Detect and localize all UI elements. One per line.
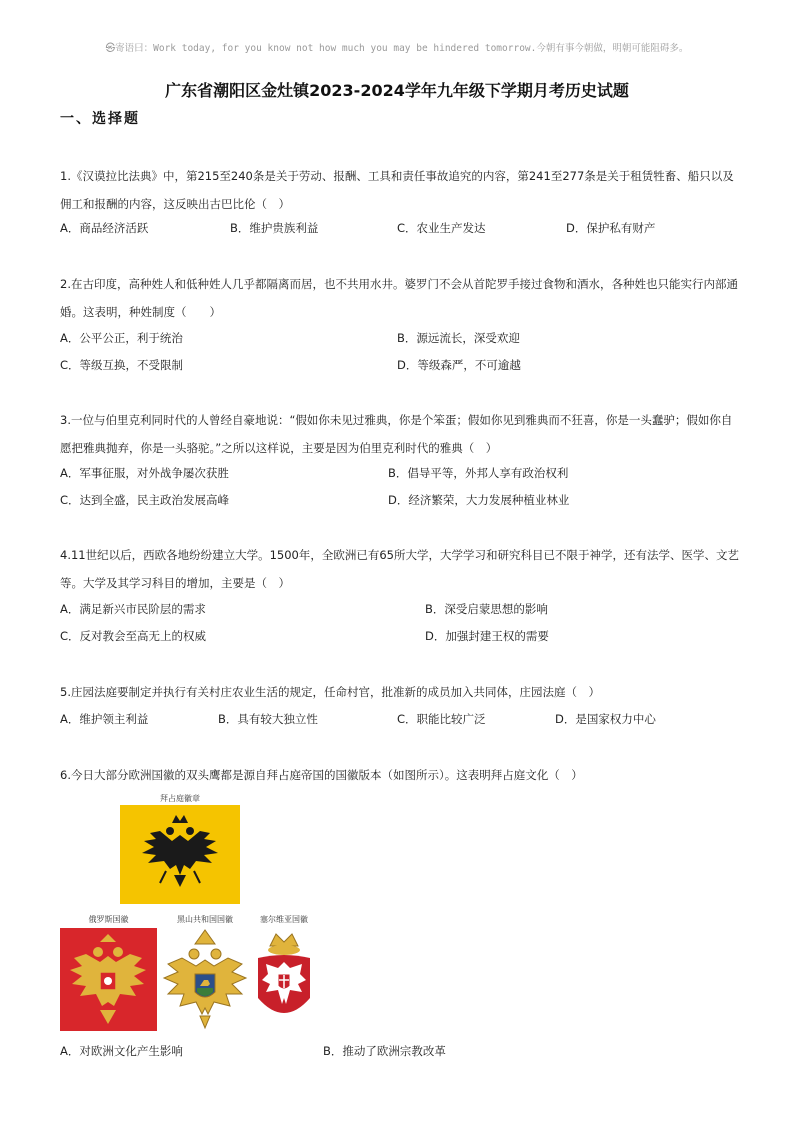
q3-option-a[interactable]: A．军事征服，对外战争屡次获胜 bbox=[60, 466, 229, 480]
montenegro-coat-of-arms bbox=[162, 928, 248, 1031]
question-1: 1.《汉谟拉比法典》中，第215至240条是关于劳动、报酬、工具和责任事故追究的内容，第241至277条是关于租赁牲畜、船只以及佣工和报酬的内容，这反映出古巴比伦（ ） bbox=[60, 169, 734, 211]
q4-option-c[interactable]: C．反对教会至高无上的权威 bbox=[60, 629, 207, 643]
question-2: 2.在古印度，高种姓人和低种姓人几乎都隔离而居，也不共用水井。婆罗门不会从首陀罗手接过食物和酒水，各种姓也只能实行内部通婚。这表明，种姓制度（ ） bbox=[60, 277, 738, 319]
q2-option-a[interactable]: A．公平公正，利于统治 bbox=[60, 331, 183, 345]
q1-option-b[interactable]: B．维护贵族利益 bbox=[230, 221, 319, 235]
q4-option-a[interactable]: A．满足新兴市民阶层的需求 bbox=[60, 602, 206, 616]
q3-option-c[interactable]: C．达到全盛，民主政治发展高峰 bbox=[60, 493, 230, 507]
q3-option-d[interactable]: D．经济繁荣，大力发展种植业林业 bbox=[388, 493, 570, 507]
q1-option-d[interactable]: D．保护私有财产 bbox=[566, 221, 656, 235]
caption-byzantine: 拜占庭徽章 bbox=[160, 794, 200, 803]
serbia-crown-base bbox=[268, 945, 300, 955]
q4-option-b[interactable]: B．深受启蒙思想的影响 bbox=[425, 602, 548, 616]
q1-option-c[interactable]: C．农业生产发达 bbox=[397, 221, 486, 235]
q6-option-a[interactable]: A．对欧洲文化产生影响 bbox=[60, 1044, 183, 1058]
byzantine-eagle-flag bbox=[120, 805, 240, 904]
q5-option-c[interactable]: C．职能比较广泛 bbox=[397, 712, 486, 726]
q6-option-b[interactable]: B．推动了欧洲宗教改革 bbox=[323, 1044, 446, 1058]
q2-option-c[interactable]: C．等级互换，不受限制 bbox=[60, 358, 184, 372]
section-heading: 一、选择题 bbox=[60, 111, 140, 127]
russia-coat-of-arms bbox=[60, 928, 157, 1031]
q3-option-b[interactable]: B．倡导平等，外邦人享有政治权利 bbox=[388, 466, 569, 480]
q5-option-b[interactable]: B．具有较大独立性 bbox=[218, 712, 318, 726]
q1-option-a[interactable]: A．商品经济活跃 bbox=[60, 221, 149, 235]
question-4: 4.11世纪以后，西欧各地纷纷建立大学。1500年，全欧洲已有65所大学，大学学习和研究科目已不限于神学，还有法学、医学、文艺等。大学及其学习科目的增加，主要是（ ） bbox=[60, 548, 739, 590]
q5-option-d[interactable]: D．是国家权力中心 bbox=[555, 712, 656, 726]
caption-serbia: 塞尔维亚国徽 bbox=[260, 915, 308, 924]
q5-option-a[interactable]: A．维护领主利益 bbox=[60, 712, 149, 726]
page-title: 广东省潮阳区金灶镇2023-2024学年九年级下学期月考历史试题 bbox=[165, 81, 629, 100]
q4-option-d[interactable]: D．加强封建王权的需要 bbox=[425, 629, 549, 643]
serbia-crown-icon bbox=[270, 934, 298, 946]
question-3: 3.一位与伯里克利同时代的人曾经自豪地说：“假如你未见过雅典，你是个笨蛋；假如你见到雅典而不狂喜，你是一头蠢驴；假如你自愿把雅典抛弃，你是一头骆驼。”之所以这样说，主要是因为伯里克利时代的雅典（ ） bbox=[60, 413, 733, 455]
question-5: 5.庄园法庭要制定并执行有关村庄农业生活的规定，任命村官，批准新的成员加入共同体，庄园法庭（ ） bbox=[60, 685, 600, 699]
question-6: 6.今日大部分欧洲国徽的双头鹰都是源自拜占庭帝国的国徽版本（如图所示）。这表明拜占庭文化（ ） bbox=[60, 768, 583, 782]
caption-russia: 俄罗斯国徽 bbox=[88, 915, 129, 924]
st-george-icon bbox=[104, 977, 112, 985]
q2-option-b[interactable]: B．源远流长，深受欢迎 bbox=[397, 331, 520, 345]
watermark-motto: ㉿寄语曰：Work today, for you know not how much you may be hindered tomorrow.今朝有事今朝做，明朝可能阻碍多。 bbox=[105, 43, 689, 54]
serbia-coat-of-arms bbox=[254, 928, 314, 1031]
caption-montenegro: 黑山共和国国徽 bbox=[177, 915, 233, 924]
q2-option-d[interactable]: D．等级森严，不可逾越 bbox=[397, 358, 521, 372]
